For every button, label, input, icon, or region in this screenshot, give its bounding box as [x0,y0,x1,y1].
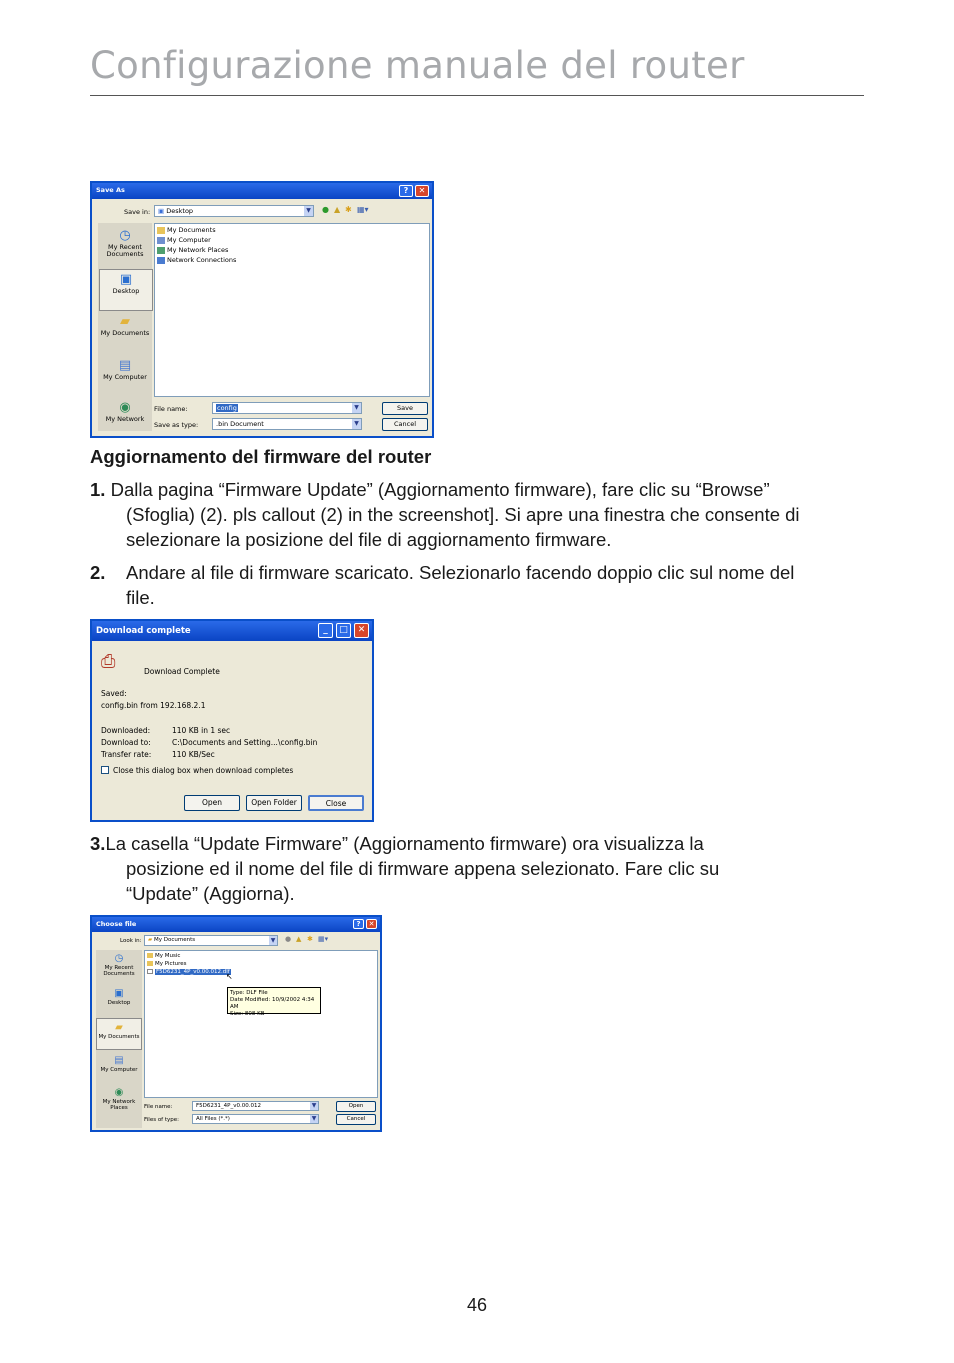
look-in-dropdown[interactable] [144,935,278,946]
step-text: “Update” (Aggiorna). [126,883,295,904]
chevron-down-icon: ▼ [352,419,361,429]
save-as-type-label: Save as type: [154,421,199,429]
file-list[interactable] [144,950,378,1098]
place-my-computer[interactable] [96,1055,142,1073]
list-item[interactable]: My Network Places [157,246,228,254]
places-bar [96,950,142,1128]
my-documents-icon: ▰ [115,1022,123,1033]
close-when-done-checkbox[interactable] [101,766,109,774]
chevron-down-icon: ▼ [270,937,276,944]
recent-documents-icon: ◷ [119,228,131,243]
folder-icon [147,961,153,966]
choose-file-titlebar [92,917,380,932]
files-of-type-dropdown[interactable] [192,1114,319,1124]
downloaded-label: Downloaded: [101,726,151,735]
computer-icon [157,237,165,244]
step-text: posizione ed il nome del file di firmware appena selezionato. Fare clic su [126,858,720,879]
step-1 [90,477,800,552]
list-item[interactable]: Network Connections [157,256,236,264]
place-my-computer[interactable] [99,359,151,381]
look-in-label: Look in: [120,938,142,944]
close-button[interactable]: ✕ [415,185,429,197]
my-network-icon: ◉ [119,400,131,415]
folder-icon: ▰ [148,937,153,943]
filename-label: File name: [144,1104,173,1110]
mouse-cursor-icon: ↖ [226,972,233,981]
up-folder-icon[interactable]: ▲ [296,935,302,943]
place-my-network[interactable] [99,401,151,423]
saved-value: config.bin from 192.168.2.1 [101,701,206,710]
filename-value: F5D6231_4P_v0.00.012 [196,1103,261,1109]
chevron-down-icon: ▼ [311,1115,317,1122]
transfer-rate-value: 110 KB/Sec [172,750,215,759]
transfer-rate-label: Transfer rate: [101,750,152,759]
desktop-icon: ▣ [114,988,124,999]
close-button[interactable]: ✕ [354,623,369,638]
dialog-title: Choose file [96,920,137,928]
chevron-down-icon: ▼ [352,403,361,413]
file-list[interactable] [154,223,430,397]
filename-label: File name: [154,405,188,413]
filename-input[interactable] [192,1101,319,1111]
up-folder-icon[interactable]: ▲ [334,205,341,214]
page-header-title: Configurazione manuale del router [90,44,745,87]
tooltip-size: Size: 808 KB [230,1011,265,1017]
file-icon [147,969,153,974]
place-label: My Network Places [102,1099,136,1112]
save-button[interactable]: Save [382,402,428,415]
files-of-type-label: Files of type: [144,1117,180,1123]
chevron-down-icon: ▼ [311,1102,317,1109]
step-number: 3. [90,833,106,854]
step-text: Dalla pagina “Firmware Update” (Aggiornamento firmware), fare clic su “Browse” [110,479,770,500]
back-icon[interactable]: ● [322,205,329,214]
step-3 [90,831,719,906]
place-label: My Computer [103,373,147,381]
cancel-button[interactable]: Cancel [382,418,428,431]
back-icon[interactable]: ● [285,935,292,943]
choose-file-dialog [90,915,382,1132]
saved-label: Saved: [101,689,127,698]
header-divider [90,95,864,96]
save-as-titlebar [92,183,432,199]
place-label: Desktop [107,1000,131,1006]
tooltip-type: Type: DLF File [230,990,268,996]
save-as-type-dropdown[interactable] [212,418,362,430]
help-button[interactable]: ? [353,919,364,929]
list-item[interactable]: My Pictures [147,961,187,967]
help-button[interactable]: ? [399,185,413,197]
step-number: 1. [90,479,106,500]
open-folder-button[interactable]: Open Folder [246,795,302,811]
place-desktop[interactable] [99,269,153,311]
recent-documents-icon: ◷ [114,953,124,964]
place-label: My Recent Documents [106,243,144,259]
minimize-button[interactable]: _ [318,623,333,638]
desktop-icon: ▣ [119,272,133,287]
new-folder-icon[interactable]: ✱ [307,935,313,943]
download-status: Download Complete [144,667,220,676]
step-2 [90,560,794,610]
place-label: My Computer [100,1067,138,1073]
dialog-title: Download complete [96,626,191,636]
checkbox-label: Close this dialog box when download completes [113,766,294,775]
step-text: Andare al file di firmware scaricato. Selezionarlo facendo doppio clic sul nome del [126,562,795,583]
maximize-button[interactable]: □ [336,623,351,638]
step-text: La casella “Update Firmware” (Aggiornamento firmware) ora visualizza la [105,833,704,854]
step-text: (Sfoglia) (2). pls callout (2) in the screenshot]. Si apre una finestra che consente di [126,504,800,525]
filename-input[interactable] [212,402,362,414]
save-as-dialog [90,181,434,438]
place-label: Desktop [112,287,140,295]
step-text: file. [126,587,155,608]
look-in-value: My Documents [153,937,196,943]
list-item[interactable]: F5D6231_4P_v0.00.012.dlf [147,969,231,975]
download-titlebar [92,621,372,641]
place-my-network[interactable] [96,1087,142,1111]
my-network-icon: ◉ [114,1087,124,1098]
download-document-icon: ⎙ [101,651,116,672]
network-icon [157,247,165,254]
downloaded-value: 110 KB in 1 sec [172,726,231,735]
place-label: My Network [105,415,145,423]
cancel-button[interactable]: Cancel [336,1114,376,1125]
new-folder-icon[interactable]: ✱ [345,205,352,214]
filename-value: config [217,404,237,412]
folder-icon: ▣ [158,207,165,215]
views-menu-icon[interactable]: ▦▾ [318,935,329,943]
open-button[interactable]: Open [336,1101,376,1112]
place-recent[interactable] [99,229,151,258]
download-to-label: Download to: [101,738,151,747]
download-to-value: C:\Documents and Setting...\config.bin [172,738,318,747]
save-in-value: Desktop [166,207,194,215]
views-menu-icon[interactable]: ▦▾ [357,205,369,214]
dialog-title: Save As [96,186,125,194]
list-item[interactable]: My Music [147,953,180,959]
place-desktop[interactable] [96,988,142,1006]
place-label: My Recent Documents [103,965,135,978]
step-text: selezionare la posizione del file di aggiornamento firmware. [126,529,612,550]
section-heading: Aggiornamento del firmware del router [90,446,432,467]
list-item[interactable]: My Documents [157,226,216,234]
open-button[interactable]: Open [184,795,240,811]
chevron-down-icon: ▼ [304,206,313,216]
download-complete-dialog [90,619,374,822]
place-recent[interactable] [96,953,142,977]
network-connections-icon [157,257,165,264]
place-my-documents[interactable] [99,315,151,337]
file-tooltip [227,987,321,1017]
my-computer-icon: ▤ [114,1055,124,1066]
place-my-documents[interactable] [96,1018,142,1050]
folder-icon [157,227,165,234]
place-label: My Documents [98,1034,140,1040]
page-number: 46 [466,1295,488,1315]
list-item[interactable]: My Computer [157,236,211,244]
save-in-label: Save in: [124,208,151,216]
close-dialog-button[interactable]: Close [308,795,364,811]
save-as-type-value: .bin Document [216,420,264,428]
places-bar [98,223,152,431]
files-of-type-value: All Files (*.*) [196,1116,230,1122]
step-number: 2. [90,562,106,583]
close-button[interactable]: ✕ [366,919,377,929]
tooltip-date: Date Modified: 10/9/2002 4:34 AM [230,997,315,1010]
my-documents-icon: ▰ [120,314,130,329]
folder-icon [147,953,153,958]
place-label: My Documents [100,329,150,337]
save-in-dropdown[interactable] [154,205,314,217]
my-computer-icon: ▤ [118,358,132,373]
